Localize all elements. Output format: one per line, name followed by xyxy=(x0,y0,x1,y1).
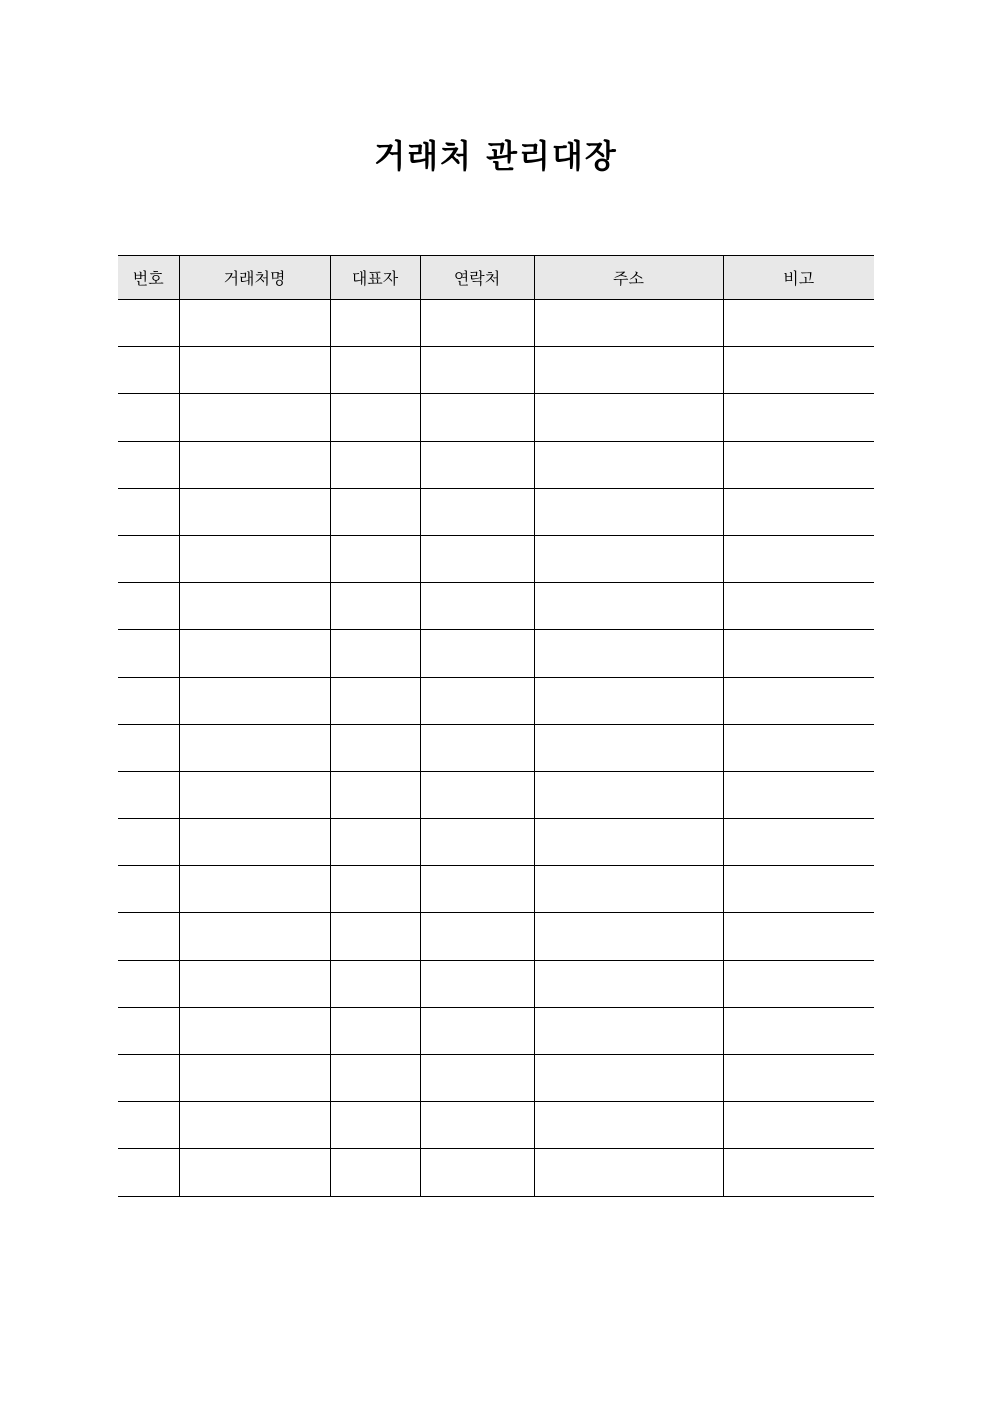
cell-address[interactable] xyxy=(534,724,723,771)
column-header-representative: 대표자 xyxy=(330,256,420,300)
cell-address[interactable] xyxy=(534,630,723,677)
cell-contact[interactable] xyxy=(420,300,534,347)
cell-address[interactable] xyxy=(534,913,723,960)
cell-number[interactable] xyxy=(118,960,179,1007)
cell-number[interactable] xyxy=(118,535,179,582)
cell-client-name[interactable] xyxy=(179,819,330,866)
cell-number[interactable] xyxy=(118,1149,179,1196)
cell-remarks[interactable] xyxy=(723,724,874,771)
column-header-remarks: 비고 xyxy=(723,256,874,300)
column-header-contact: 연락처 xyxy=(420,256,534,300)
cell-representative[interactable] xyxy=(330,1007,420,1054)
cell-representative[interactable] xyxy=(330,488,420,535)
cell-address[interactable] xyxy=(534,1102,723,1149)
cell-address[interactable] xyxy=(534,583,723,630)
cell-address[interactable] xyxy=(534,819,723,866)
cell-address[interactable] xyxy=(534,347,723,394)
cell-contact[interactable] xyxy=(420,583,534,630)
cell-representative[interactable] xyxy=(330,866,420,913)
cell-contact[interactable] xyxy=(420,630,534,677)
cell-representative[interactable] xyxy=(330,724,420,771)
table-header-row xyxy=(118,256,874,300)
cell-address[interactable] xyxy=(534,535,723,582)
cell-number[interactable] xyxy=(118,347,179,394)
cell-representative[interactable] xyxy=(330,441,420,488)
cell-remarks[interactable] xyxy=(723,1149,874,1196)
table-row xyxy=(118,866,874,913)
table-row xyxy=(118,819,874,866)
cell-contact[interactable] xyxy=(420,771,534,818)
cell-contact[interactable] xyxy=(420,1102,534,1149)
cell-contact[interactable] xyxy=(420,1149,534,1196)
table-row xyxy=(118,583,874,630)
cell-remarks[interactable] xyxy=(723,819,874,866)
cell-contact[interactable] xyxy=(420,677,534,724)
cell-number[interactable] xyxy=(118,394,179,441)
cell-representative[interactable] xyxy=(330,300,420,347)
table-row xyxy=(118,630,874,677)
cell-address[interactable] xyxy=(534,1055,723,1102)
cell-address[interactable] xyxy=(534,488,723,535)
cell-address[interactable] xyxy=(534,441,723,488)
cell-client-name[interactable] xyxy=(179,630,330,677)
table-row xyxy=(118,724,874,771)
cell-remarks[interactable] xyxy=(723,630,874,677)
cell-contact[interactable] xyxy=(420,535,534,582)
cell-contact[interactable] xyxy=(420,1007,534,1054)
cell-representative[interactable] xyxy=(330,1102,420,1149)
cell-number[interactable] xyxy=(118,488,179,535)
cell-remarks[interactable] xyxy=(723,1055,874,1102)
cell-remarks[interactable] xyxy=(723,913,874,960)
cell-client-name[interactable] xyxy=(179,394,330,441)
cell-client-name[interactable] xyxy=(179,1149,330,1196)
cell-representative[interactable] xyxy=(330,677,420,724)
cell-representative[interactable] xyxy=(330,347,420,394)
cell-representative[interactable] xyxy=(330,630,420,677)
page-title: 거래처 관리대장 xyxy=(374,137,618,175)
cell-address[interactable] xyxy=(534,1149,723,1196)
cell-remarks[interactable] xyxy=(723,1007,874,1054)
cell-address[interactable] xyxy=(534,677,723,724)
column-header-number: 번호 xyxy=(118,256,179,300)
cell-address[interactable] xyxy=(534,300,723,347)
cell-remarks[interactable] xyxy=(723,771,874,818)
cell-client-name[interactable] xyxy=(179,347,330,394)
cell-representative[interactable] xyxy=(330,771,420,818)
cell-remarks[interactable] xyxy=(723,535,874,582)
cell-remarks[interactable] xyxy=(723,347,874,394)
cell-client-name[interactable] xyxy=(179,724,330,771)
cell-remarks[interactable] xyxy=(723,300,874,347)
table-row xyxy=(118,1149,874,1196)
table-row xyxy=(118,488,874,535)
cell-client-name[interactable] xyxy=(179,677,330,724)
cell-representative[interactable] xyxy=(330,960,420,1007)
cell-contact[interactable] xyxy=(420,441,534,488)
cell-contact[interactable] xyxy=(420,394,534,441)
cell-address[interactable] xyxy=(534,394,723,441)
cell-remarks[interactable] xyxy=(723,960,874,1007)
cell-number[interactable] xyxy=(118,441,179,488)
cell-number[interactable] xyxy=(118,583,179,630)
table-row xyxy=(118,1007,874,1054)
cell-address[interactable] xyxy=(534,866,723,913)
cell-client-name[interactable] xyxy=(179,488,330,535)
cell-contact[interactable] xyxy=(420,866,534,913)
cell-number[interactable] xyxy=(118,1102,179,1149)
cell-address[interactable] xyxy=(534,771,723,818)
cell-contact[interactable] xyxy=(420,1055,534,1102)
cell-remarks[interactable] xyxy=(723,441,874,488)
cell-client-name[interactable] xyxy=(179,960,330,1007)
cell-contact[interactable] xyxy=(420,819,534,866)
cell-number[interactable] xyxy=(118,1007,179,1054)
table-row xyxy=(118,300,874,347)
cell-client-name[interactable] xyxy=(179,583,330,630)
cell-client-name[interactable] xyxy=(179,1007,330,1054)
cell-representative[interactable] xyxy=(330,535,420,582)
cell-number[interactable] xyxy=(118,630,179,677)
cell-client-name[interactable] xyxy=(179,866,330,913)
table-row xyxy=(118,960,874,1007)
table-row xyxy=(118,535,874,582)
cell-number[interactable] xyxy=(118,913,179,960)
cell-remarks[interactable] xyxy=(723,1102,874,1149)
cell-remarks[interactable] xyxy=(723,583,874,630)
cell-number[interactable] xyxy=(118,771,179,818)
table-body xyxy=(118,300,874,1197)
cell-number[interactable] xyxy=(118,300,179,347)
cell-number[interactable] xyxy=(118,819,179,866)
cell-representative[interactable] xyxy=(330,1149,420,1196)
cell-remarks[interactable] xyxy=(723,866,874,913)
cell-representative[interactable] xyxy=(330,819,420,866)
cell-number[interactable] xyxy=(118,677,179,724)
cell-contact[interactable] xyxy=(420,347,534,394)
table-row xyxy=(118,394,874,441)
table-row xyxy=(118,1055,874,1102)
cell-client-name[interactable] xyxy=(179,771,330,818)
cell-number[interactable] xyxy=(118,724,179,771)
cell-remarks[interactable] xyxy=(723,677,874,724)
cell-number[interactable] xyxy=(118,866,179,913)
cell-client-name[interactable] xyxy=(179,535,330,582)
column-header-client-name: 거래처명 xyxy=(179,256,330,300)
client-ledger-table xyxy=(118,255,874,1197)
cell-client-name[interactable] xyxy=(179,441,330,488)
cell-client-name[interactable] xyxy=(179,300,330,347)
cell-client-name[interactable] xyxy=(179,913,330,960)
cell-remarks[interactable] xyxy=(723,488,874,535)
cell-remarks[interactable] xyxy=(723,394,874,441)
cell-client-name[interactable] xyxy=(179,1102,330,1149)
cell-contact[interactable] xyxy=(420,960,534,1007)
cell-address[interactable] xyxy=(534,1007,723,1054)
table-row xyxy=(118,1102,874,1149)
cell-contact[interactable] xyxy=(420,488,534,535)
cell-representative[interactable] xyxy=(330,1055,420,1102)
cell-representative[interactable] xyxy=(330,583,420,630)
cell-address[interactable] xyxy=(534,960,723,1007)
table-row xyxy=(118,771,874,818)
cell-client-name[interactable] xyxy=(179,1055,330,1102)
cell-number[interactable] xyxy=(118,1055,179,1102)
cell-representative[interactable] xyxy=(330,394,420,441)
cell-contact[interactable] xyxy=(420,913,534,960)
cell-contact[interactable] xyxy=(420,724,534,771)
table-row xyxy=(118,913,874,960)
table-row xyxy=(118,441,874,488)
table-row xyxy=(118,347,874,394)
column-header-address: 주소 xyxy=(534,256,723,300)
table-row xyxy=(118,677,874,724)
cell-representative[interactable] xyxy=(330,913,420,960)
